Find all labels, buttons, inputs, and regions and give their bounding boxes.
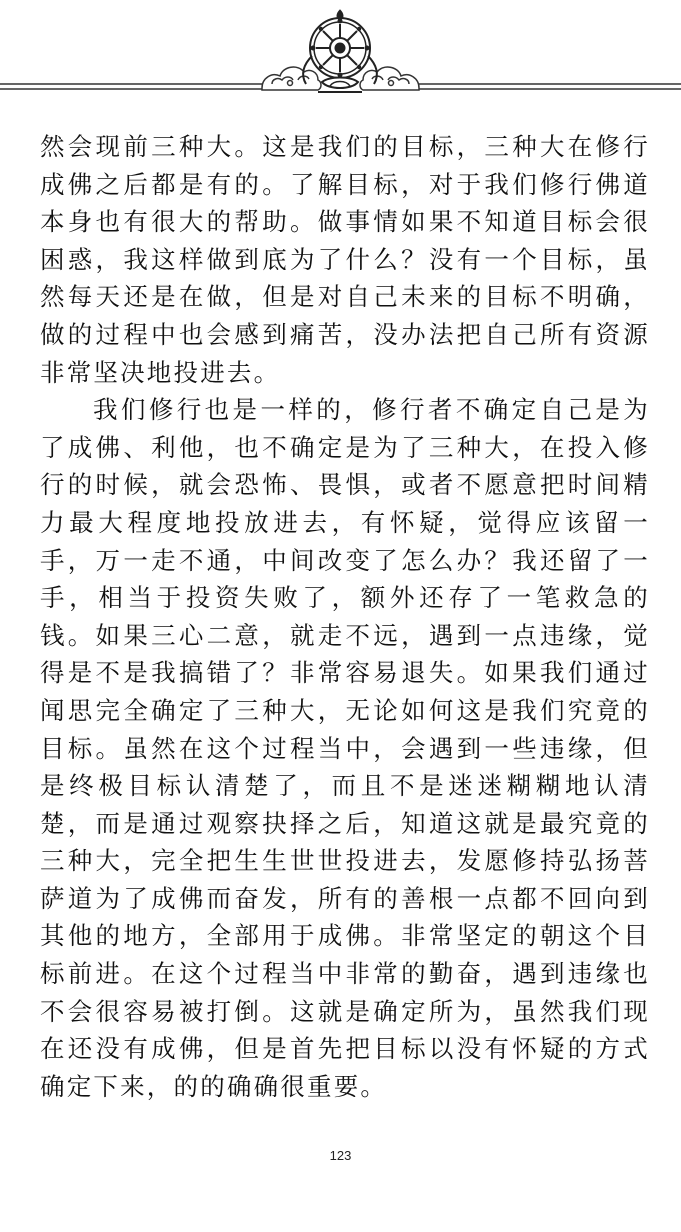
- body-paragraph: 然会现前三种大。这是我们的目标，三种大在修行成佛之后都是有的。了解目标，对于我们修行佛道本身也有很大的帮助。做事情如果不知道目标会很困惑，我这样做到底为了什么？没有一个目标，虽然每天还是在做，但是对自己未来的目标不明确，做的过程中也会感到痛苦，没办法把自己所有资源非常坚决地投进去。: [40, 132, 650, 387]
- page-body: [40, 128, 650, 1105]
- cloud-left-icon: [262, 67, 321, 90]
- cloud-right-icon: [360, 67, 419, 90]
- page-number: 123: [329, 1148, 352, 1163]
- page-header: [0, 0, 681, 110]
- header-ornament: [0, 0, 681, 110]
- body-paragraph: 我们修行也是一样的，修行者不确定自己是为了成佛、利他，也不确定是为了三种大，在投入修行的时候，就会恐怖、畏惧，或者不愿意把时间精力最大程度地投放进去，有怀疑，觉得应该留一手，万一走不通，中间改变了怎么办？我还留了一手，相当于投资失败了，额外还存了一笔救急的钱。如果三心二意，就走不远，遇到一点违缘，觉得是不是我搞错了？非常容易退失。如果我们通过闻思完全确定了三种大，无论如何这是我们究竟的目标。虽然在这个过程当中，会遇到一些违缘，但是终极目标认清楚了，而且不是迷迷糊糊地认清楚，而是通过观察抉择之后，知道这就是最究竟的三种大，完全把生生世世投进去，发愿修持弘扬菩萨道为了成佛而奋发，所有的善根一点都不回向到其他的地方，全部用于成佛。非常坚定的朝这个目标前进。在这个过程当中非常的勤奋，遇到违缘也不会很容易被打倒。这就是确定所为，虽然我们现在还没有成佛，但是首先把目标以没有怀疑的方式确定下来，的的确确很重要。: [40, 395, 650, 1101]
